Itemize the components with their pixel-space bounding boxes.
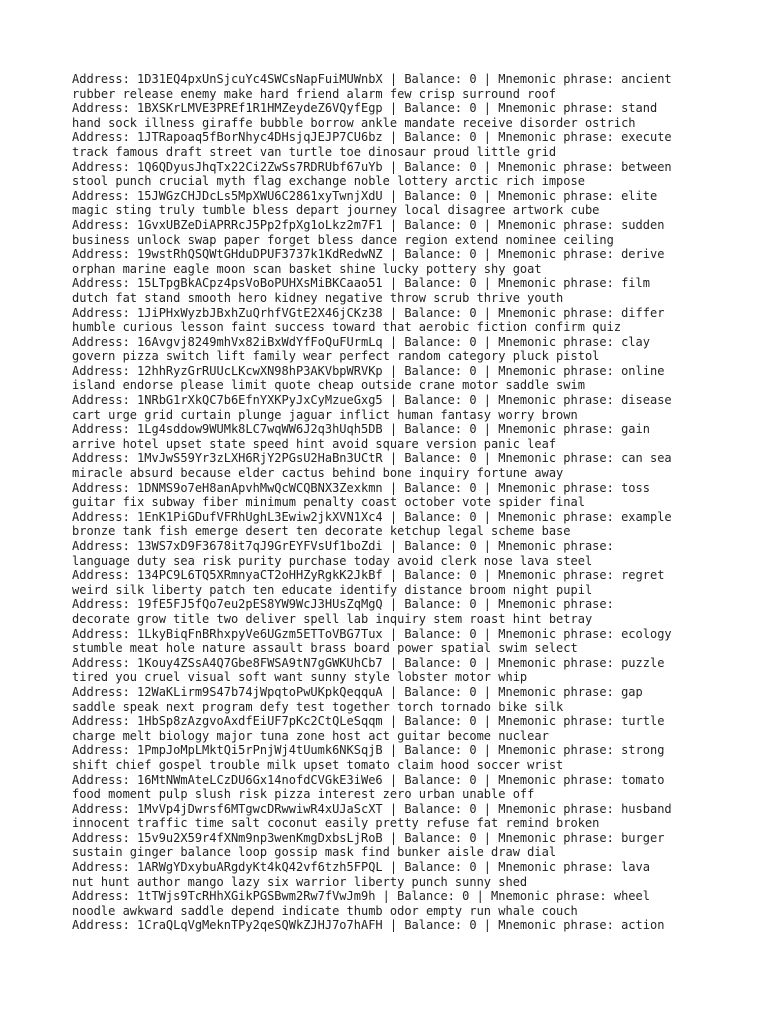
- address-line: Address: 1PmpJoMpLMktQi5rPnjWj4tUumk6NKSqjB | Balance: 0 | Mnemonic phrase: strong: [72, 743, 665, 758]
- address-entry: [72, 918, 702, 933]
- address-line: Address: 1HbSp8zAzgvoAxdfEiUF7pKc2CtQLeSqqm | Balance: 0 | Mnemonic phrase: turtle: [72, 714, 665, 729]
- address-entry: [72, 802, 702, 831]
- mnemonic-line: tired you cruel visual soft want sunny style lobster motor whip: [72, 670, 528, 685]
- mnemonic-line: stumble meat hole nature assault brass board power spatial swim select: [72, 641, 578, 656]
- address-entry: [72, 160, 702, 189]
- address-entry: [72, 656, 702, 685]
- address-line: Address: 16Avgvj8249mhVx82iBxWdYfFoQuFUrmLq | Balance: 0 | Mnemonic phrase: clay: [72, 334, 650, 349]
- address-entry: [72, 393, 702, 422]
- address-line: Address: 1CraQLqVgMeknTPy2qeSQWkZJHJ7o7hAFH | Balance: 0 | Mnemonic phrase: action: [72, 918, 665, 933]
- address-line: Address: 16MtNWmAteLCzDU6Gx14nofdCVGkE3iWe6 | Balance: 0 | Mnemonic phrase: tomato: [72, 772, 665, 787]
- mnemonic-line: food moment pulp slush risk pizza interest zero urban unable off: [72, 787, 535, 802]
- address-line: Address: 1DNMS9o7eH8anApvhMwQcWCQBNX3Zexkmn | Balance: 0 | Mnemonic phrase: toss: [72, 480, 650, 495]
- address-line: Address: 12hhRyzGrRUUcLKcwXN98hP3AKVbpWRVKp | Balance: 0 | Mnemonic phrase: online: [72, 363, 665, 378]
- mnemonic-line: stool punch crucial myth flag exchange noble lottery arctic rich impose: [72, 174, 585, 189]
- address-line: Address: 15JWGzCHJDcLs5MpXWU6C2861xyTwnjXdU | Balance: 0 | Mnemonic phrase: elite: [72, 188, 658, 203]
- address-line: Address: 1EnK1PiGDufVFRhUghL3Ewiw2jkXVN1Xc4 | Balance: 0 | Mnemonic phrase: example: [72, 509, 672, 524]
- address-entry: [72, 276, 702, 305]
- address-line: Address: 1ARWgYDxybuARgdyKt4kQ42vf6tzh5FPQL | Balance: 0 | Mnemonic phrase: lava: [72, 860, 650, 875]
- mnemonic-line: charge melt biology major tuna zone host act guitar become nuclear: [72, 728, 549, 743]
- document-body: [72, 72, 702, 933]
- address-entry: [72, 889, 702, 918]
- address-line: Address: 1BXSKrLMVE3PREf1R1HMZeydeZ6VQyfEgp | Balance: 0 | Mnemonic phrase: stand: [72, 101, 658, 116]
- mnemonic-line: business unlock swap paper forget bless dance region extend nominee ceiling: [72, 232, 614, 247]
- address-line: Address: 1NRbG1rXkQC7b6EfnYXKPyJxCyMzueGxg5 | Balance: 0 | Mnemonic phrase: disease: [72, 393, 672, 408]
- address-line: Address: 1Lg4sddow9WUMk8LC7wqWW6J2q3hUqh5DB | Balance: 0 | Mnemonic phrase: gain: [72, 422, 650, 437]
- mnemonic-line: humble curious lesson faint success toward that aerobic fiction confirm quiz: [72, 320, 622, 335]
- address-line: Address: 1GvxUBZeDiAPRRcJ5Pp2fpXg1oLkz2m7F1 | Balance: 0 | Mnemonic phrase: sudden: [72, 217, 665, 232]
- address-entry: [72, 481, 702, 510]
- mnemonic-line: bronze tank fish emerge desert ten decorate ketchup legal scheme base: [72, 524, 571, 539]
- address-entry: [72, 597, 702, 626]
- address-line: Address: 1D31EQ4pxUnSjcuYc4SWCsNapFuiMUWnbX | Balance: 0 | Mnemonic phrase: ancient: [72, 72, 672, 86]
- address-entry: [72, 627, 702, 656]
- mnemonic-line: weird silk liberty patch ten educate identify distance broom night pupil: [72, 582, 593, 597]
- mnemonic-line: language duty sea risk purity purchase today avoid clerk nose lava steel: [72, 553, 593, 568]
- mnemonic-line: dutch fat stand smooth hero kidney negative throw scrub thrive youth: [72, 290, 564, 305]
- mnemonic-line: decorate grow title two deliver spell lab inquiry stem roast hint betray: [72, 611, 593, 626]
- address-line: Address: 1MvVp4jDwrsf6MTgwcDRwwiwR4xUJaScXT | Balance: 0 | Mnemonic phrase: husband: [72, 801, 672, 816]
- mnemonic-line: hand sock illness giraffe bubble borrow ankle mandate receive disorder ostrich: [72, 115, 636, 130]
- address-entry: [72, 306, 702, 335]
- address-entry: [72, 831, 702, 860]
- mnemonic-line: magic sting truly tumble bless depart journey local disagree artwork cube: [72, 203, 600, 218]
- address-entry: [72, 773, 702, 802]
- address-line: Address: 1Q6QDyusJhqTx22Ci2ZwSs7RDRUbf67uYb | Balance: 0 | Mnemonic phrase: between: [72, 159, 672, 174]
- address-line: Address: 19fE5FJ5fQo7eu2pES8YW9WcJ3HUsZqMgQ | Balance: 0 | Mnemonic phrase:: [72, 597, 614, 612]
- address-entry: [72, 364, 702, 393]
- address-line: Address: 1LkyBiqFnBRhxpyVe6UGzm5ETToVBG7Tux | Balance: 0 | Mnemonic phrase: ecology: [72, 626, 672, 641]
- mnemonic-line: sustain ginger balance loop gossip mask find bunker aisle draw dial: [72, 845, 557, 860]
- mnemonic-line: noodle awkward saddle depend indicate thumb odor empty run whale couch: [72, 903, 578, 918]
- address-entry: [72, 743, 702, 772]
- address-line: Address: 1Kouy4ZSsA4Q7Gbe8FWSA9tN7gGWKUhCb7 | Balance: 0 | Mnemonic phrase: puzzle: [72, 655, 665, 670]
- mnemonic-line: innocent traffic time salt coconut easily pretty refuse fat remind broken: [72, 816, 600, 831]
- address-line: Address: 13WS7xD9F3678it7qJ9GrEYFVsUf1boZdi | Balance: 0 | Mnemonic phrase:: [72, 539, 614, 553]
- mnemonic-line: orphan marine eagle moon scan basket shine lucky pottery shy goat: [72, 261, 542, 276]
- mnemonic-line: miracle absurd because elder cactus behind bone inquiry fortune away: [72, 466, 564, 481]
- mnemonic-line: rubber release enemy make hard friend alarm few crisp surround roof: [72, 86, 557, 101]
- address-entry: [72, 685, 702, 714]
- mnemonic-line: shift chief gospel trouble milk upset tomato claim hood soccer wrist: [72, 757, 564, 772]
- address-entry: [72, 539, 702, 568]
- address-entry: [72, 422, 702, 451]
- address-line: Address: 19wstRhQSQWtGHduDPUF3737k1KdRedwNZ | Balance: 0 | Mnemonic phrase: derive: [72, 247, 665, 262]
- mnemonic-line: govern pizza switch lift family wear perfect random category pluck pistol: [72, 349, 600, 364]
- mnemonic-line: cart urge grid curtain plunge jaguar inflict human fantasy worry brown: [72, 407, 578, 422]
- mnemonic-line: guitar fix subway fiber minimum penalty coast october vote spider final: [72, 495, 585, 510]
- address-entry: [72, 510, 702, 539]
- address-entry: [72, 714, 702, 743]
- address-entry: [72, 130, 702, 159]
- address-entry: [72, 101, 702, 130]
- mnemonic-line: track famous draft street van turtle toe dinosaur proud little grid: [72, 144, 557, 159]
- address-line: Address: 1MvJwS59Yr3zLXH6RjY2PGsU2HaBn3UCtR | Balance: 0 | Mnemonic phrase: can sea: [72, 451, 672, 466]
- address-entry: [72, 247, 702, 276]
- mnemonic-line: island endorse please limit quote cheap outside crane motor saddle swim: [72, 378, 585, 393]
- address-entry: [72, 218, 702, 247]
- address-line: Address: 1tTWjs9TcRHhXGikPGSBwm2Rw7fVwJm9h | Balance: 0 | Mnemonic phrase: wheel: [72, 889, 650, 904]
- address-line: Address: 15LTpgBkACpz4psVoBoPUHXsMiBKCaao51 | Balance: 0 | Mnemonic phrase: film: [72, 276, 650, 291]
- mnemonic-line: nut hunt author mango lazy six warrior liberty punch sunny shed: [72, 874, 528, 889]
- mnemonic-line: saddle speak next program defy test together torch tornado bike silk: [72, 699, 564, 714]
- address-entry: [72, 72, 702, 101]
- mnemonic-line: arrive hotel upset state speed hint avoid square version panic leaf: [72, 436, 557, 451]
- address-line: Address: 15v9u2X59r4fXNm9np3wenKmgDxbsLjRoB | Balance: 0 | Mnemonic phrase: burger: [72, 830, 665, 845]
- address-entry: [72, 189, 702, 218]
- address-entry: [72, 451, 702, 480]
- address-line: Address: 1JTRapoaq5fBorNhyc4DHsjqJEJP7CU6bz | Balance: 0 | Mnemonic phrase: execute: [72, 130, 672, 145]
- address-line: Address: 12WaKLirm9S47b74jWpqtoPwUKpkQeqquA | Balance: 0 | Mnemonic phrase: gap: [72, 684, 643, 699]
- address-entry: [72, 568, 702, 597]
- address-entry: [72, 335, 702, 364]
- address-line: Address: 1JiPHxWyzbJBxhZuQrhfVGtE2X46jCKz38 | Balance: 0 | Mnemonic phrase: differ: [72, 305, 665, 320]
- address-line: Address: 134PC9L6TQ5XRmnyaCT2oHHZyRgkK2JkBf | Balance: 0 | Mnemonic phrase: regret: [72, 568, 665, 583]
- address-entry: [72, 860, 702, 889]
